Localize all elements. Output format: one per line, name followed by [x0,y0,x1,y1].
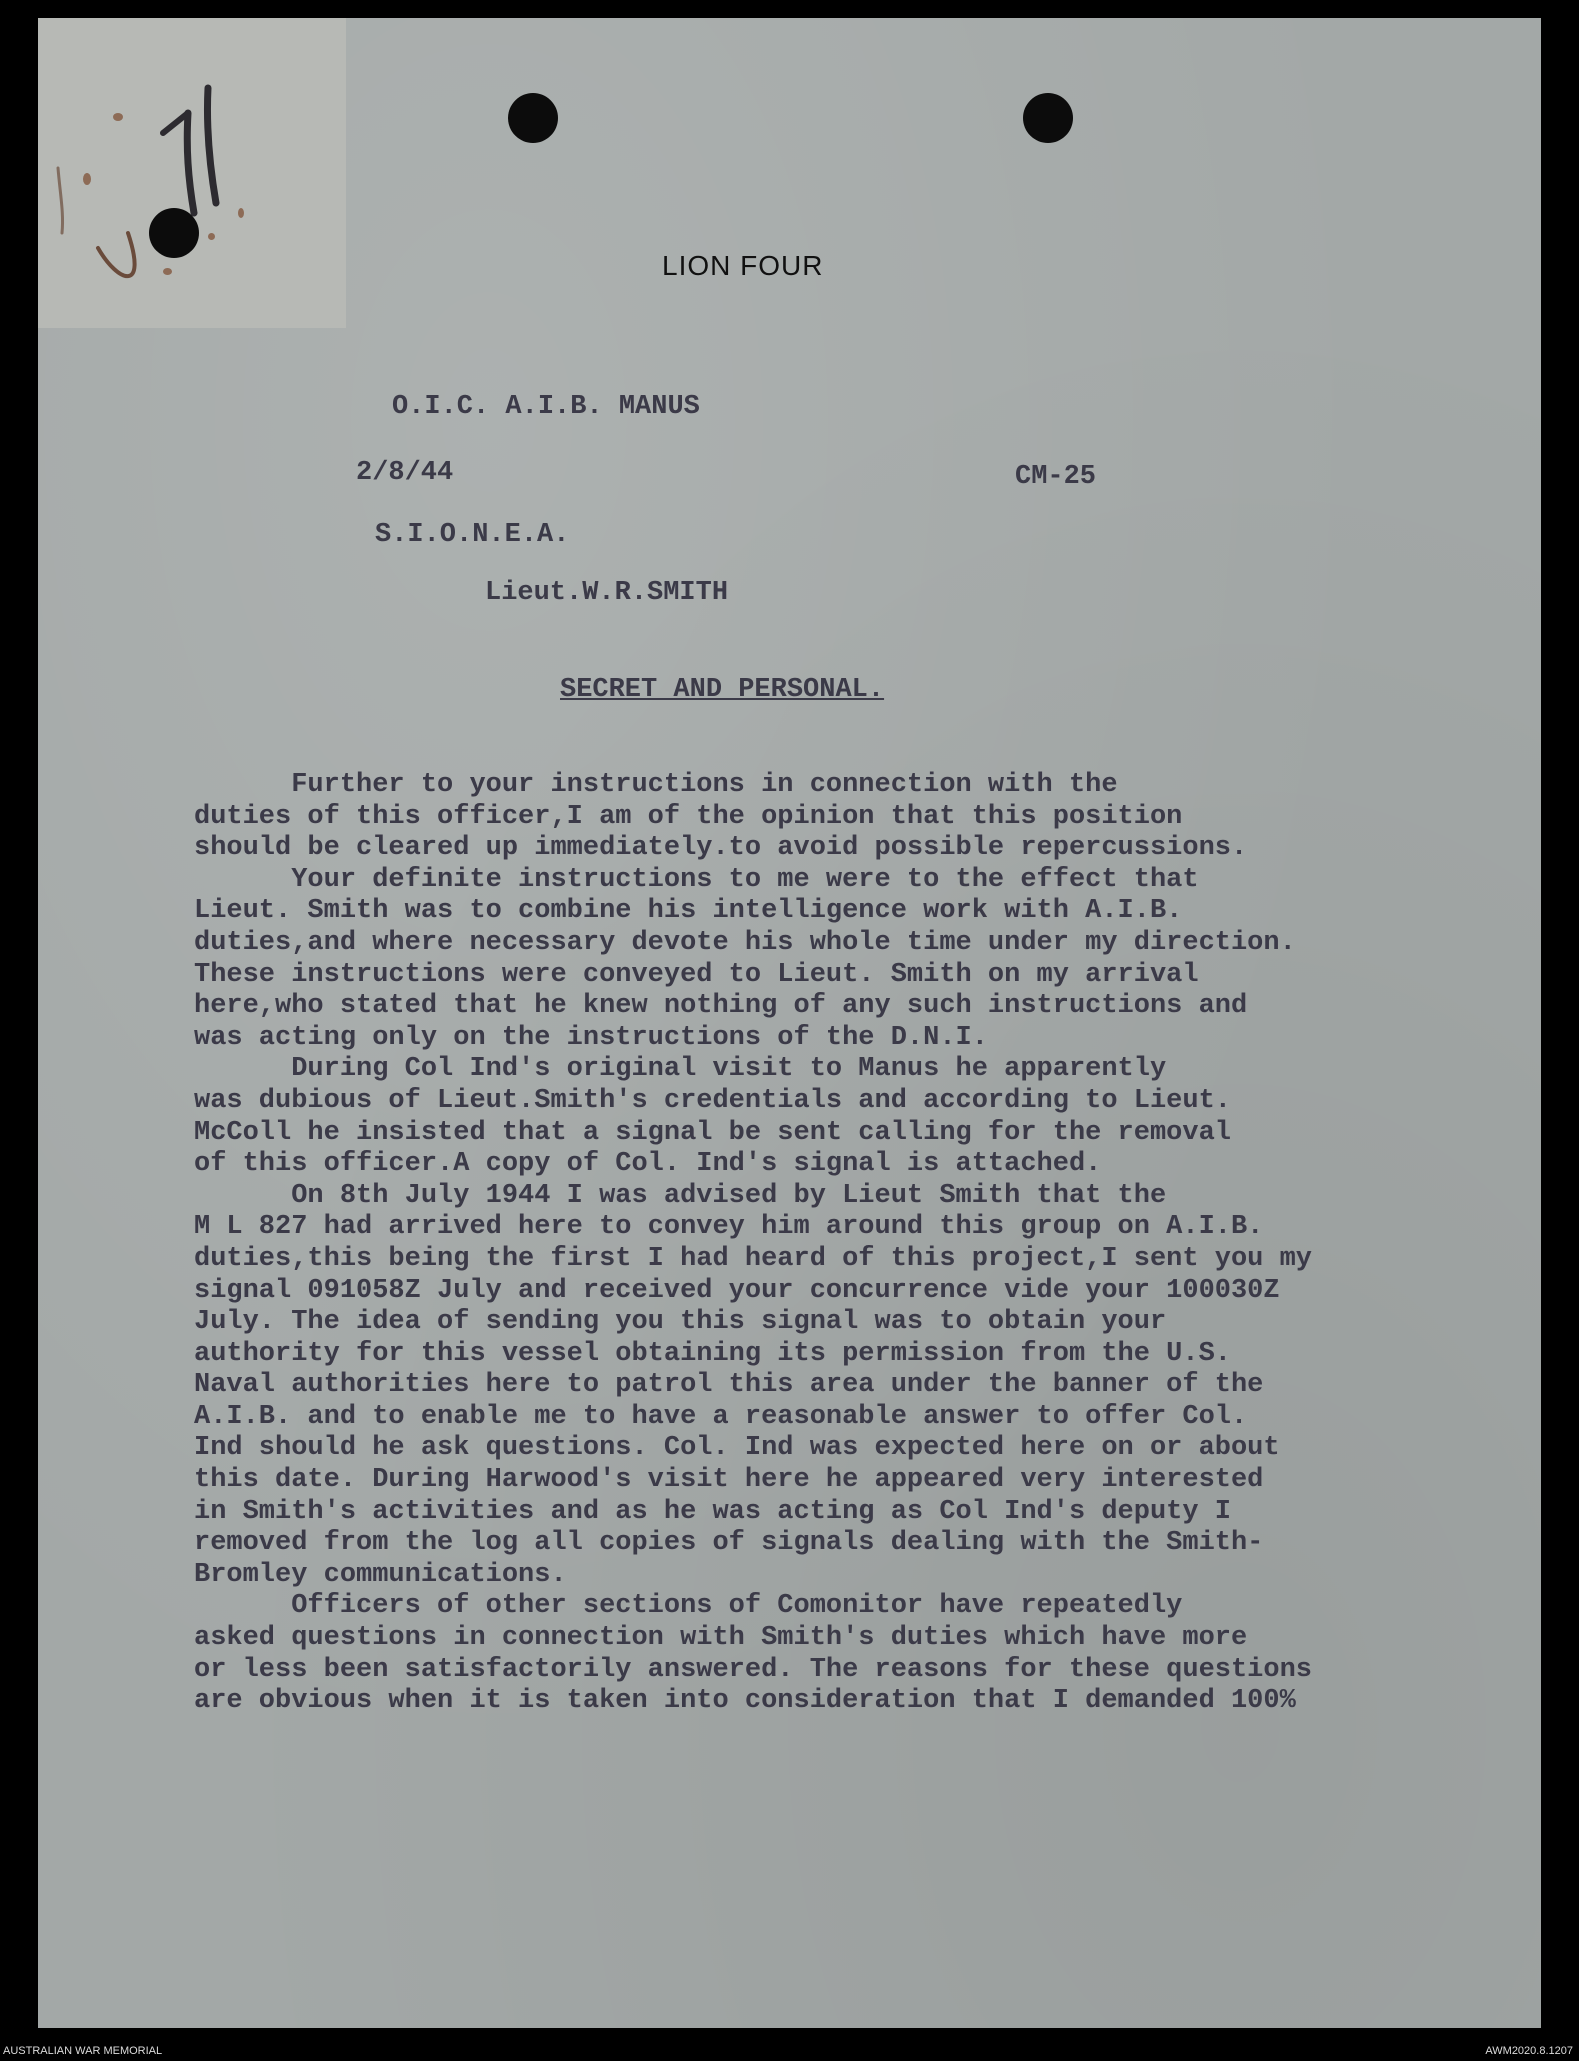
body-line: duties,this being the first I had heard of this project,I sent you my [194,1243,1312,1274]
to-line: O.I.C. A.I.B. MANUS [392,392,700,422]
punch-hole [508,93,558,143]
body-line: removed from the log all copies of signals dealing with the Smith- [194,1528,1264,1559]
body-line: July. The idea of sending you this signal was to obtain your [194,1307,1167,1338]
body-line: Officers of other sections of Comonitor have repeatedly [194,1591,1183,1622]
document-title: LION FOUR [662,250,824,281]
body-line: Bromley communications. [194,1559,567,1590]
body-line: was dubious of Lieut.Smith's credentials and according to Lieut. [194,1085,1231,1116]
body-line: are obvious when it is taken into consideration that I demanded 100% [194,1686,1296,1717]
ink-stain [208,233,215,240]
body-line: During Col Ind's original visit to Manus he apparently [194,1054,1167,1085]
body-line: should be cleared up immediately.to avoid possible repercussions. [194,833,1248,864]
body-line: Naval authorities here to patrol this area under the banner of the [194,1370,1264,1401]
body-line: M L 827 had arrived here to convey him around this group on A.I.B. [194,1212,1264,1243]
body-line: asked questions in connection with Smith's duties which have more [194,1623,1248,1654]
subject-line: Lieut.W.R.SMITH [485,578,729,608]
body-line: A.I.B. and to enable me to have a reasonable answer to offer Col. [194,1401,1248,1432]
from-line: S.I.O.N.E.A. [375,520,570,550]
punch-hole [1023,93,1073,143]
reference-number: CM-25 [1015,462,1097,492]
letter-body [194,770,1534,1718]
body-line: here,who stated that he knew nothing of any such instructions and [194,991,1248,1022]
ink-stain [238,208,244,218]
body-line: Your definite instructions to me were to the effect that [194,864,1199,895]
body-line: These instructions were conveyed to Lieut. Smith on my arrival [194,959,1199,990]
body-line: or less been satisfactorily answered. The reasons for these questions [194,1654,1312,1685]
body-line: Further to your instructions in connection with the [194,770,1118,800]
ink-stain [163,268,172,275]
body-line: Ind should he ask questions. Col. Ind was expected here on or about [194,1433,1280,1464]
body-line: of this officer.A copy of Col. Ind's signal is attached. [194,1149,1102,1180]
classification-heading: SECRET AND PERSONAL. [560,675,885,705]
body-line: Lieut. Smith was to combine his intelligence work with A.I.B. [194,896,1183,927]
body-line: this date. During Harwood's visit here he appeared very interested [194,1465,1264,1496]
body-line: duties,and where necessary devote his whole time under my direction. [194,927,1296,958]
body-line: authority for this vessel obtaining its permission from the U.S. [194,1338,1231,1369]
body-line: On 8th July 1944 I was advised by Lieut Smith that the [194,1180,1167,1211]
date-line: 2/8/44 [356,458,454,488]
footer-archive-name: AUSTRALIAN WAR MEMORIAL [3,2045,163,2057]
ink-stain [113,113,123,121]
footer-catalogue-number: AWM2020.8.1207 [1485,2045,1573,2057]
body-line: in Smith's activities and as he was acting as Col Ind's deputy I [194,1496,1231,1527]
body-line: was acting only on the instructions of the D.N.I. [194,1022,988,1053]
punch-hole [149,208,199,258]
body-line: McColl he insisted that a signal be sent calling for the removal [194,1117,1231,1148]
ink-stain [83,173,91,185]
body-line: signal 091058Z July and received your concurrence vide your 100030Z [194,1275,1280,1306]
body-line: duties of this officer,I am of the opinion that this position [194,801,1183,832]
